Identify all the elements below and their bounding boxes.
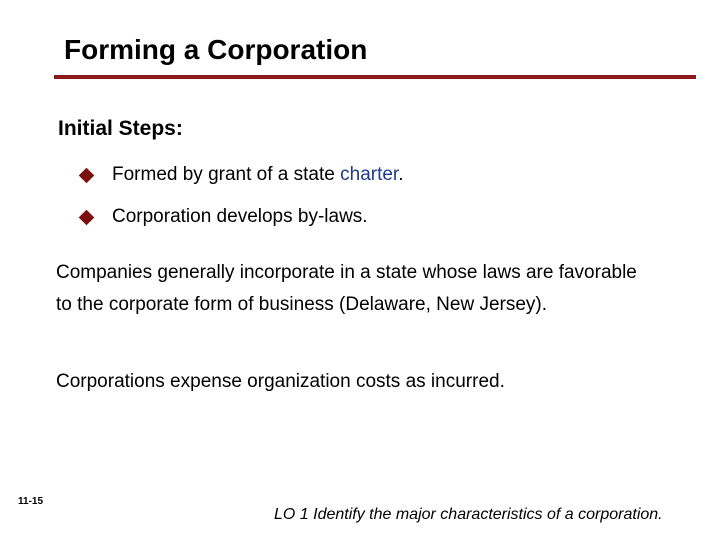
bullet-text-after: . xyxy=(398,164,404,185)
learning-objective-note: LO 1 Identify the major characteristics of a corporation. xyxy=(274,506,663,523)
body-paragraph: Corporations expense organization costs as incurred. xyxy=(56,371,505,392)
bullet-item xyxy=(78,162,404,188)
bullet-item xyxy=(78,204,404,230)
body-paragraph: Companies generally incorporate in a state whose laws are favorable to the corporate form of business (Delaware, New Jersey). xyxy=(56,262,637,315)
bullet-text-before: Formed by grant of a state xyxy=(112,164,341,185)
slide-title: Forming a Corporation xyxy=(64,34,368,65)
diamond-bullet-icon xyxy=(79,209,95,225)
bullet-text-emphasis: charter xyxy=(340,164,399,185)
page-number: 11-15 xyxy=(18,496,44,507)
title-underline-rule xyxy=(54,75,696,79)
section-subheading: Initial Steps: xyxy=(58,117,183,140)
diamond-bullet-icon xyxy=(79,167,95,183)
bullet-list xyxy=(78,162,404,246)
bullet-text: Corporation develops by-laws. xyxy=(112,206,368,227)
bullet-text xyxy=(112,164,404,186)
